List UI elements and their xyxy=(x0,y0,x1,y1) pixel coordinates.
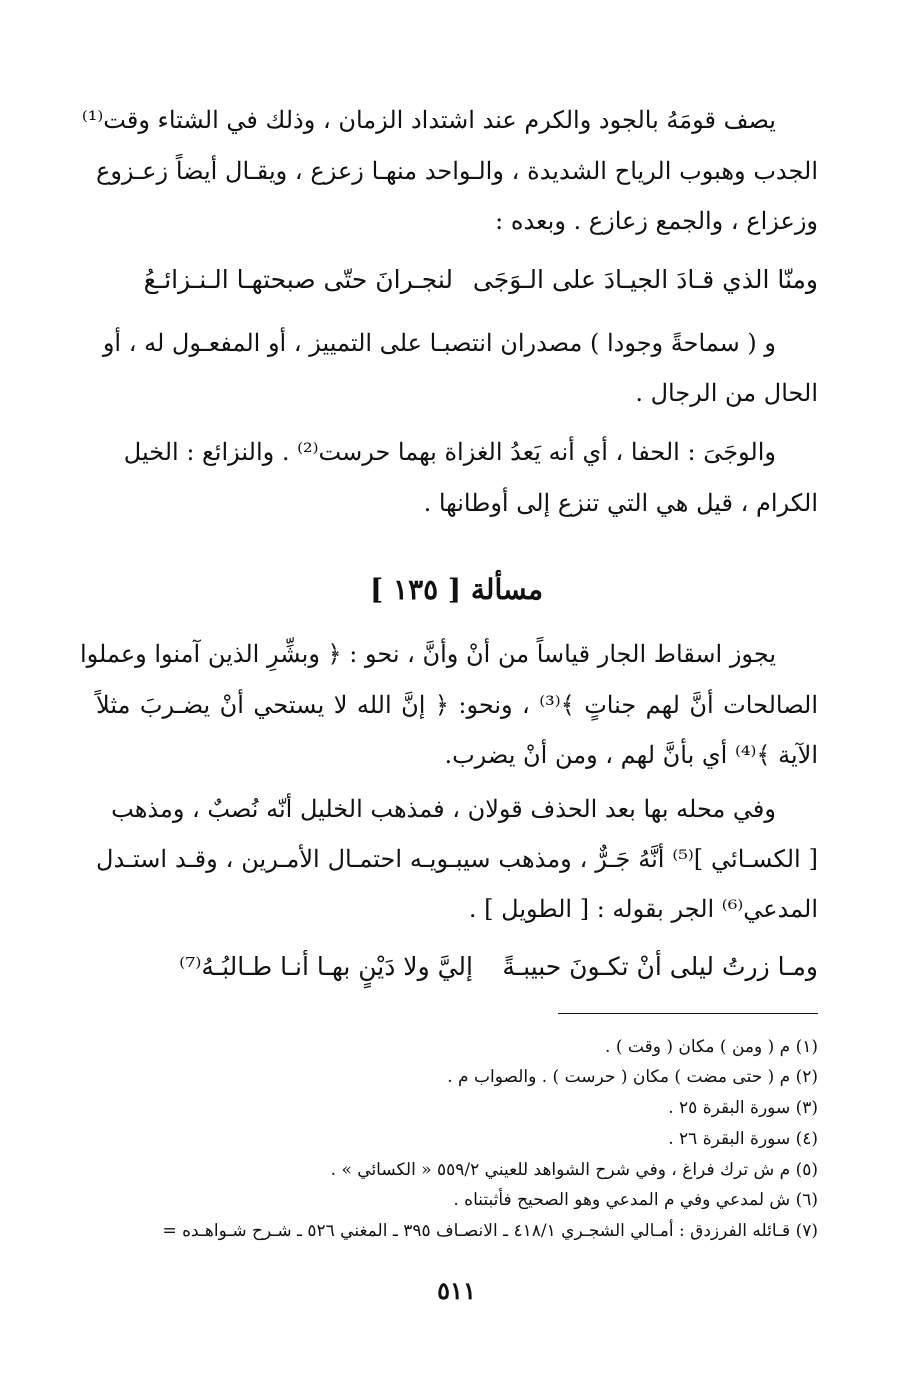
paragraph-1-line-3: وزعزاع ، والجمع زعازع . وبعده : xyxy=(495,207,818,235)
verse-2-first-hemistich: ومـا زرتُ ليلى أنْ تكـونَ حبيبـةً xyxy=(502,952,818,981)
paragraph-4-line-2: الصالحات أنَّ لهم جناتٍ ﴾⁽³⁾ ، ونحو: ﴿ إنَّ الله لا يستحي أنْ يضـربَ مثلاً xyxy=(96,691,818,719)
paragraph-2-line-1: و ( سماحةً وجودا ) مصدران انتصبـا على التمييز ، أو المفعـول له ، أو xyxy=(102,329,776,357)
footnote-4: (٤) سورة البقرة ٢٦ . xyxy=(668,1129,818,1149)
section-heading: مسألة [ ١٣٥ ] xyxy=(370,573,543,606)
footnote-6: (٦) ش لمدعي وفي م المدعي وهو الصحيح فأثبتناه . xyxy=(453,1190,818,1210)
paragraph-1-line-1: يصف قومَهُ بالجود والكرم عند اشتداد الزمان ، وذلك في الشتاء وقت⁽¹⁾ xyxy=(81,106,776,134)
paragraph-3-line-1: والوجَىَ : الحفا ، أي أنه يَعدُ الغزاة بهما حرست⁽²⁾ . والنزائع : الخيل xyxy=(123,438,776,466)
footnote-2: (٢) م ( حتى مضت ) مكان ( حرست ) . والصواب م . xyxy=(447,1067,818,1087)
paragraph-1-line-2: الجدب وهبوب الرياح الشديدة ، والـواحد منهـا زعزع ، ويقـال أيضاً زعـزوع xyxy=(96,157,818,185)
paragraph-5-line-1: وفي محله بها بعد الحذف قولان ، فمذهب الخليل أنّه نُصبٌ ، ومذهب xyxy=(111,795,776,823)
paragraph-4-line-3: الآية ﴾⁽⁴⁾ أي بأنَّ لهم ، ومن أنْ يضرب. xyxy=(444,741,818,769)
paragraph-5-line-2: [ الكسـائي ]⁽⁵⁾ أنَّهُ جَـرٌّ ، ومذهب سيبـويـه احتمـال الأمـرين ، وقـد استـدل xyxy=(96,845,818,873)
footnote-1: (١) م ( ومن ) مكان ( وقت ) . xyxy=(605,1037,818,1057)
paragraph-2-line-2: الحال من الرجال . xyxy=(635,379,818,407)
footnote-3: (٣) سورة البقرة ٢٥ . xyxy=(668,1098,818,1118)
footnote-7: (٧) قـائله الفرزدق : أمـالي الشجـري ٤١٨/١ ـ الانصـاف ٣٩٥ ـ المغني ٥٢٦ ـ شـرح شـواهـده = xyxy=(162,1221,818,1241)
footnote-separator xyxy=(558,1013,818,1014)
paragraph-3-line-2: الكرام ، قيل هي التي تنزع إلى أوطانها . xyxy=(423,489,818,517)
verse-1-first-hemistich: ومنّا الذي قـادَ الجيـادَ على الـوَجَى xyxy=(472,265,818,294)
footnote-5: (٥) م ش ترك فراغ ، وفي شرح الشواهد للعيني ٥٥٩/٢ « الكسائي » . xyxy=(330,1160,818,1180)
paragraph-4-line-1: يجوز اسقاط الجار قياساً من أنْ وأنَّ ، نحو : ﴿ وبشِّرِ الذين آمنوا وعملوا xyxy=(79,640,776,668)
verse-2-second-hemistich: إليَّ ولا دَيْنٍ بهـا أنـا طـالبُـهُ⁽⁷⁾ xyxy=(179,952,473,981)
verse-1-second-hemistich: لنجـرانَ حتّى صبحتهـا الـنـزائـعُ xyxy=(143,265,453,294)
paragraph-5-line-3: المدعي⁽⁶⁾ الجر بقوله : [ الطويل ] . xyxy=(468,895,818,923)
page-number: ٥١١ xyxy=(437,1276,476,1305)
